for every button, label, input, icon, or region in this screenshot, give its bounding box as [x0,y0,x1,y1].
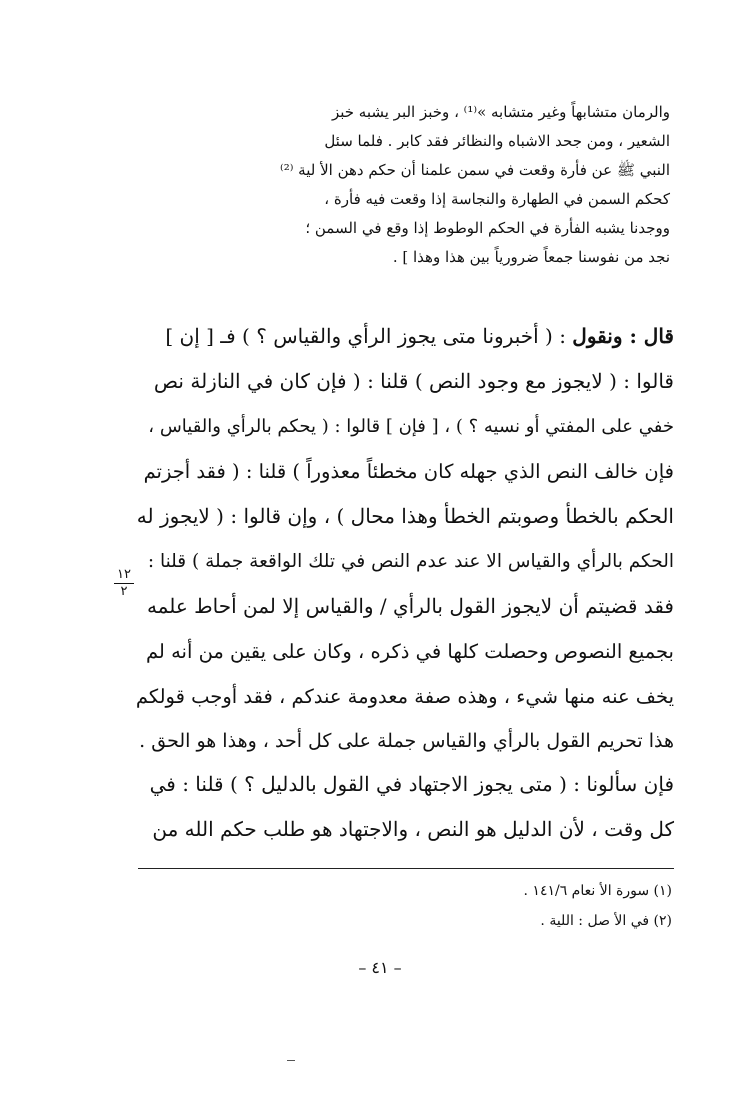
footnote-divider [138,868,674,869]
paragraph-line: يخف عنه منها شيء ، وهذه صفة معدومة عندكم ، فقد أوجب قولكم [135,685,674,708]
quote-line: نجد من نفوسنا جمعاً ضرورياً بين هذا وهذا ] . [392,248,670,266]
paragraph-line: خفي على المفتي أو نسيه ؟ ) ، [ فإن ] قالوا : ( يحكم بالرأي والقياس ، [148,416,674,437]
paragraph-line: الحكم بالخطأ وصوبتم الخطأ وهذا محال ) ، وإن قالوا : ( لايجوز له [136,504,674,528]
bottom-mark [287,1060,295,1061]
quote-line: النبي ﷺ عن فأرة وقعت في سمن علمنا أن حكم دهن الأ لية ⁽²⁾ [280,161,670,179]
folio-number: ١٢ [117,567,131,582]
paragraph-line: قالوا : ( لايجوز مع وجود النص ) قلنا : ( فإن كان في النازلة نص [153,369,674,393]
quote-line: الشعير ، ومن جحد الاشباه والنظائر فقد كابر . فلما سئل [324,132,670,150]
main-paragraph-1 [136,314,674,764]
paragraph-lead: قال : ونقول [572,324,674,348]
paragraph-line: بجميع النصوص وحصلت كلها في ذكره ، وكان على يقين من أنه لم [145,640,674,663]
folio-side: ٢ [120,584,128,599]
quote-line: ووجدنا يشبه الفأرة في الحكم الوطوط إذا وقع في السمن ؛ [305,219,670,237]
footnotes [300,876,672,936]
paragraph-line [136,314,674,359]
quote-line: كحكم السمن في الطهارة والنجاسة إذا وقعت فيه فأرة ، [324,190,670,208]
quoted-passage [140,98,670,272]
quote-line: والرمان متشابهاً وغير متشابه »⁽¹⁾ ، وخبز البر يشبه خبز [331,103,670,121]
page-number: – ٤١ – [358,958,402,977]
paragraph-line: فإن خالف النص الذي جهله كان مخطئاً معذوراً ) قلنا : ( فقد أجزتم [143,460,674,483]
paragraph-line: فقد قضيتم أن لايجوز القول بالرأي / والقياس إلا لمن أحاط علمه [146,594,674,618]
paragraph-line: فإن سألونا : ( متى يجوز الاجتهاد في القول بالدليل ؟ ) قلنا : في [149,772,674,796]
margin-folio-note [112,568,136,599]
footnote: (١) سورة الأ نعام ١٤١/٦ . [523,883,672,899]
paragraph-line: كل وقت ، لأن الدليل هو النص ، والاجتهاد هو طلب حكم الله من [152,817,674,841]
footnote: (٢) في الأ صل : اللية . [540,913,672,929]
paragraph-line: هذا تحريم القول بالرأي والقياس جملة على كل أحد ، وهذا هو الحق . [139,730,674,752]
paragraph-line: الحكم بالرأي والقياس الا عند عدم النص في تلك الواقعة جملة ) قلنا : [147,551,674,572]
paragraph-line-text: : ( أخبرونا متى يجوز الرأي والقياس ؟ ) فـ [ إن ] [165,324,566,348]
main-paragraph-2 [136,762,674,852]
